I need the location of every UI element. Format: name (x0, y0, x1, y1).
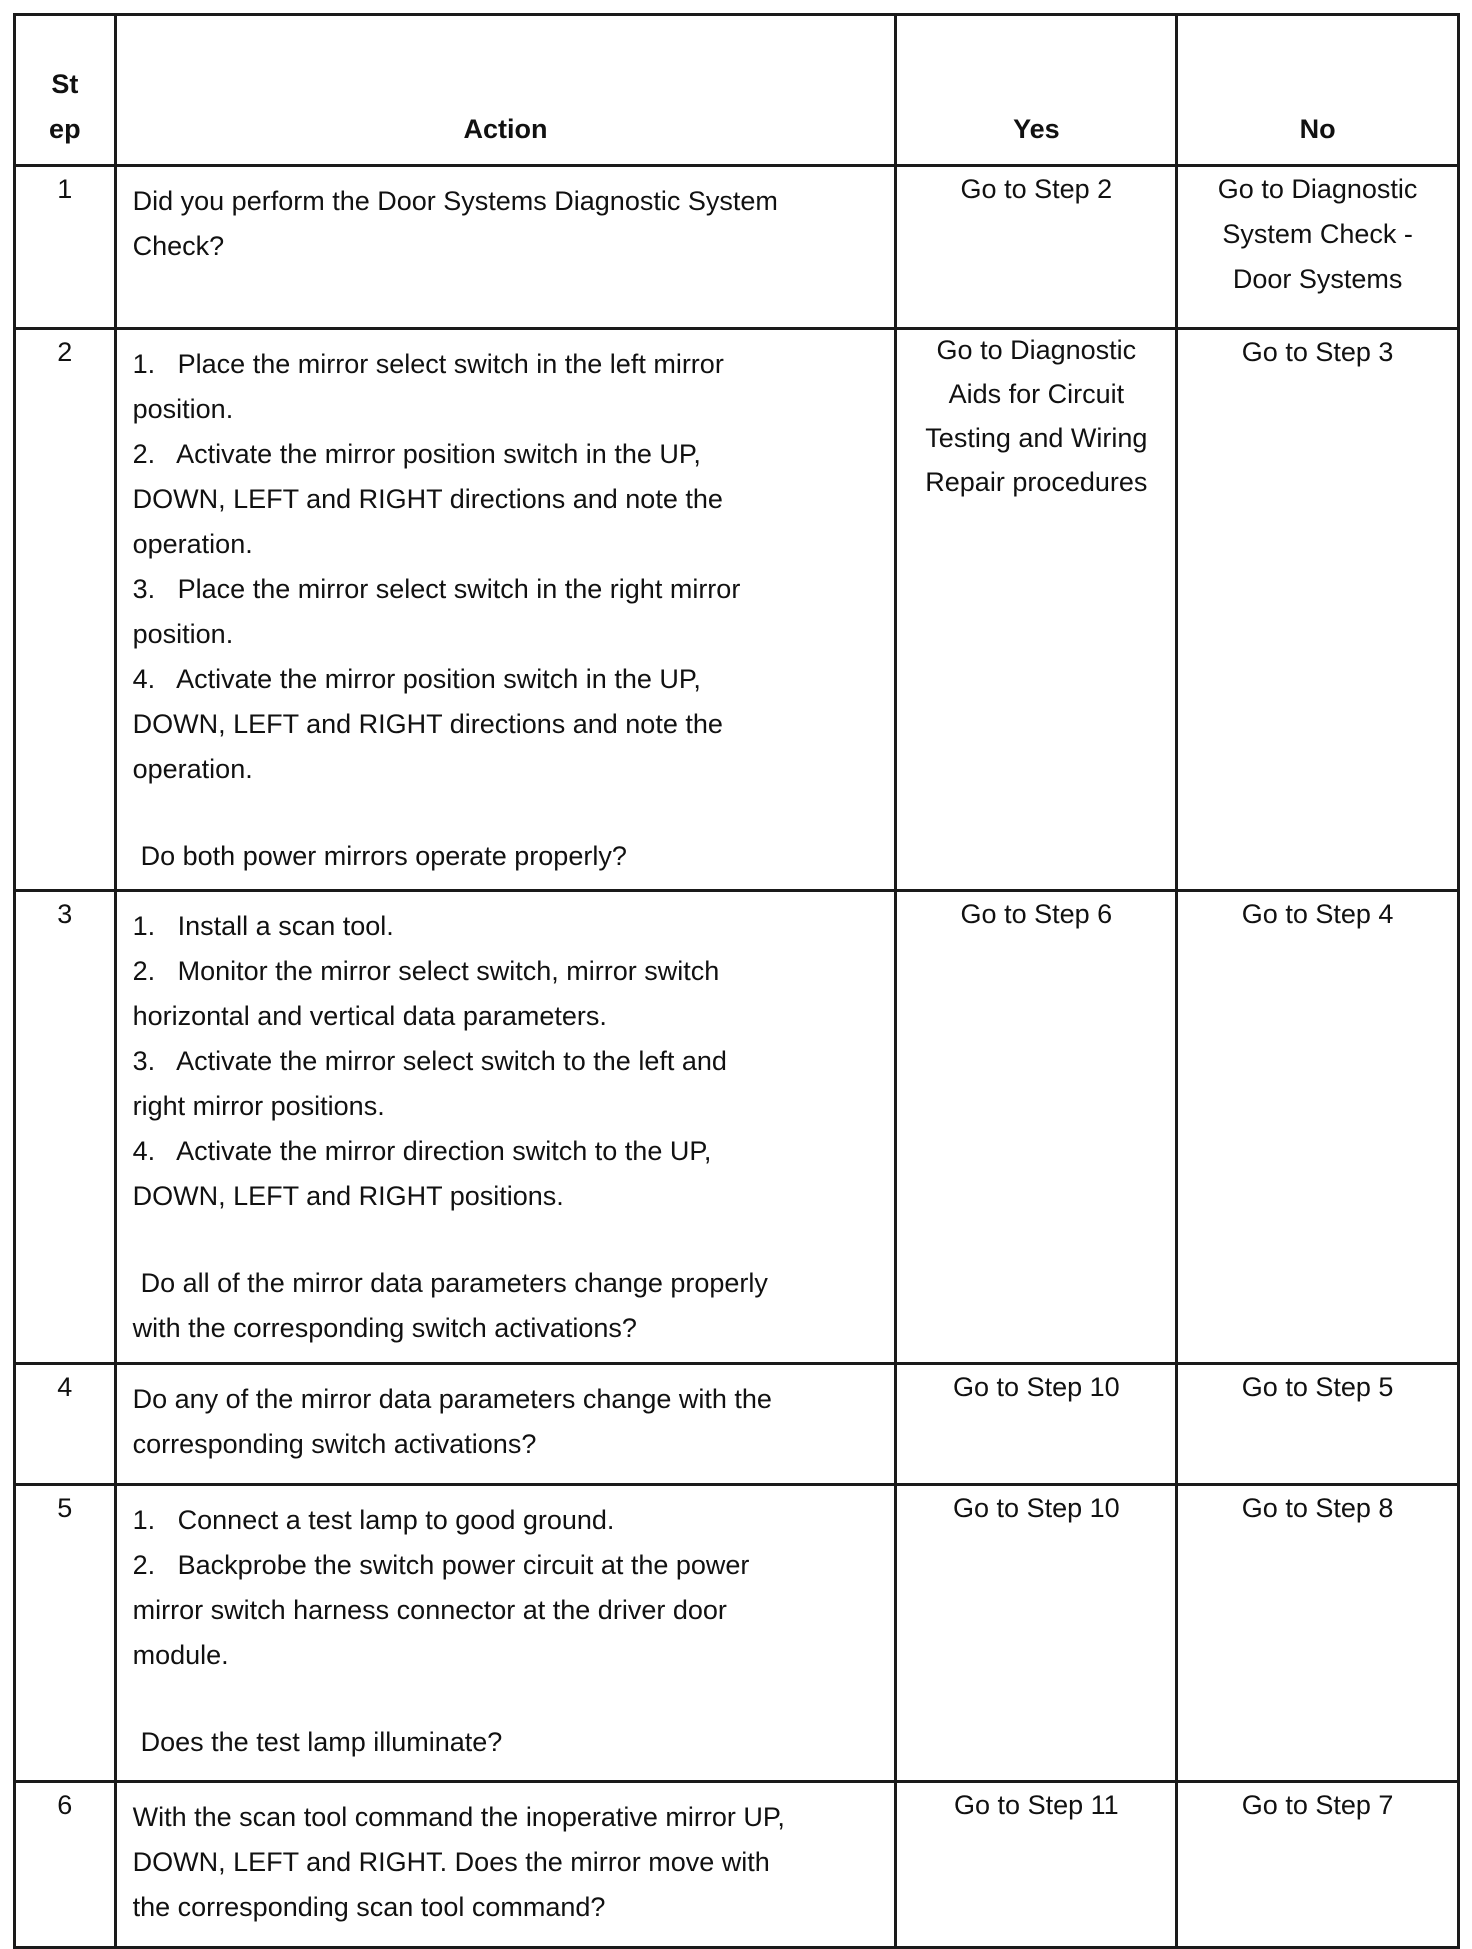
action-line: position. (132, 619, 234, 649)
action-line: With the scan tool command the inoperative mirror UP, (132, 1802, 785, 1832)
no-cell (1177, 329, 1459, 891)
table-row (15, 1782, 1459, 1948)
no-cell (1177, 166, 1459, 329)
yes-cell (896, 329, 1177, 891)
action-cell (115, 891, 896, 1364)
step-number: 5 (15, 1485, 116, 1782)
action-line: operation. (132, 529, 253, 559)
action-line: DOWN, LEFT and RIGHT. Does the mirror move with (132, 1847, 770, 1877)
yes-cell (896, 1485, 1177, 1782)
action-line: position. (132, 394, 234, 424)
no-cell (1177, 891, 1459, 1364)
table-row (15, 1485, 1459, 1782)
action-line: 3. Place the mirror select switch in the right mirror (132, 574, 741, 604)
action-line: corresponding switch activations? (132, 1429, 537, 1459)
action-line: the corresponding scan tool command? (132, 1892, 606, 1922)
no-cell (1177, 1485, 1459, 1782)
yes-text: Go to Step 11 (954, 1790, 1119, 1820)
no-text: Go to Step 4 (1241, 899, 1394, 929)
action-line: right mirror positions. (132, 1091, 385, 1121)
yes-text: Go to Step 2 (960, 174, 1113, 204)
action-line: 1. Install a scan tool. (132, 911, 394, 941)
action-line: 3. Activate the mirror select switch to the left and (132, 1046, 727, 1076)
yes-cell (896, 891, 1177, 1364)
action-line: Did you perform the Door Systems Diagnostic System (132, 186, 778, 216)
action-question: Do both power mirrors operate properly? (140, 841, 627, 871)
action-cell (115, 1485, 896, 1782)
header-step (15, 15, 116, 166)
action-question: Do all of the mirror data parameters change properly (140, 1268, 768, 1298)
header-step-line1: St (51, 69, 79, 99)
yes-text: Go to Diagnostic (936, 335, 1137, 365)
header-action: Action (115, 15, 896, 166)
table-row (15, 329, 1459, 891)
no-text: Go to Diagnostic (1217, 174, 1418, 204)
yes-text: Aids for Circuit (948, 379, 1125, 409)
action-question: Does the test lamp illuminate? (140, 1727, 503, 1757)
action-line: module. (132, 1640, 229, 1670)
action-line: 2. Backprobe the switch power circuit at the power (132, 1550, 750, 1580)
action-line: Check? (132, 231, 225, 261)
action-line: DOWN, LEFT and RIGHT positions. (132, 1181, 564, 1211)
no-text: Door Systems (1232, 264, 1403, 294)
step-number: 6 (15, 1782, 116, 1948)
action-cell (115, 1364, 896, 1485)
action-line: 4. Activate the mirror position switch in the UP, (132, 664, 701, 694)
no-text: Go to Step 8 (1241, 1493, 1394, 1523)
action-line: mirror switch harness connector at the driver door (132, 1595, 727, 1625)
diagnostic-table (13, 13, 1460, 1949)
header-yes: Yes (896, 15, 1177, 166)
table-row (15, 1364, 1459, 1485)
action-line: 4. Activate the mirror direction switch to the UP, (132, 1136, 712, 1166)
table-row (15, 891, 1459, 1364)
action-line: DOWN, LEFT and RIGHT directions and note the (132, 709, 723, 739)
yes-text: Go to Step 10 (953, 1493, 1120, 1523)
action-cell (115, 329, 896, 891)
action-cell (115, 1782, 896, 1948)
step-number: 2 (15, 329, 116, 891)
header-no: No (1177, 15, 1459, 166)
no-cell (1177, 1782, 1459, 1948)
yes-text: Testing and Wiring (925, 423, 1148, 453)
action-line: Do any of the mirror data parameters change with the (132, 1384, 772, 1414)
action-line: 1. Place the mirror select switch in the left mirror (132, 349, 724, 379)
yes-text: Go to Step 6 (960, 899, 1113, 929)
yes-cell (896, 1364, 1177, 1485)
yes-cell (896, 166, 1177, 329)
step-number: 3 (15, 891, 116, 1364)
table-row (15, 166, 1459, 329)
no-text: Go to Step 7 (1241, 1790, 1394, 1820)
yes-cell (896, 1782, 1177, 1948)
step-number: 1 (15, 166, 116, 329)
header-step-line2: ep (49, 114, 81, 144)
no-text: Go to Step 3 (1241, 337, 1394, 367)
header-row (15, 15, 1459, 166)
action-line: horizontal and vertical data parameters. (132, 1001, 607, 1031)
action-cell (115, 166, 896, 329)
no-cell (1177, 1364, 1459, 1485)
no-text: Go to Step 5 (1241, 1372, 1394, 1402)
action-line: DOWN, LEFT and RIGHT directions and note the (132, 484, 723, 514)
yes-text: Go to Step 10 (953, 1372, 1120, 1402)
action-line: 2. Monitor the mirror select switch, mirror switch (132, 956, 720, 986)
action-line: 2. Activate the mirror position switch in the UP, (132, 439, 701, 469)
action-line: operation. (132, 754, 253, 784)
action-line: 1. Connect a test lamp to good ground. (132, 1505, 615, 1535)
no-text: System Check - (1222, 219, 1413, 249)
step-number: 4 (15, 1364, 116, 1485)
action-question: with the corresponding switch activations? (132, 1313, 637, 1343)
yes-text: Repair procedures (925, 467, 1148, 497)
diagnostic-page (13, 13, 1460, 1949)
